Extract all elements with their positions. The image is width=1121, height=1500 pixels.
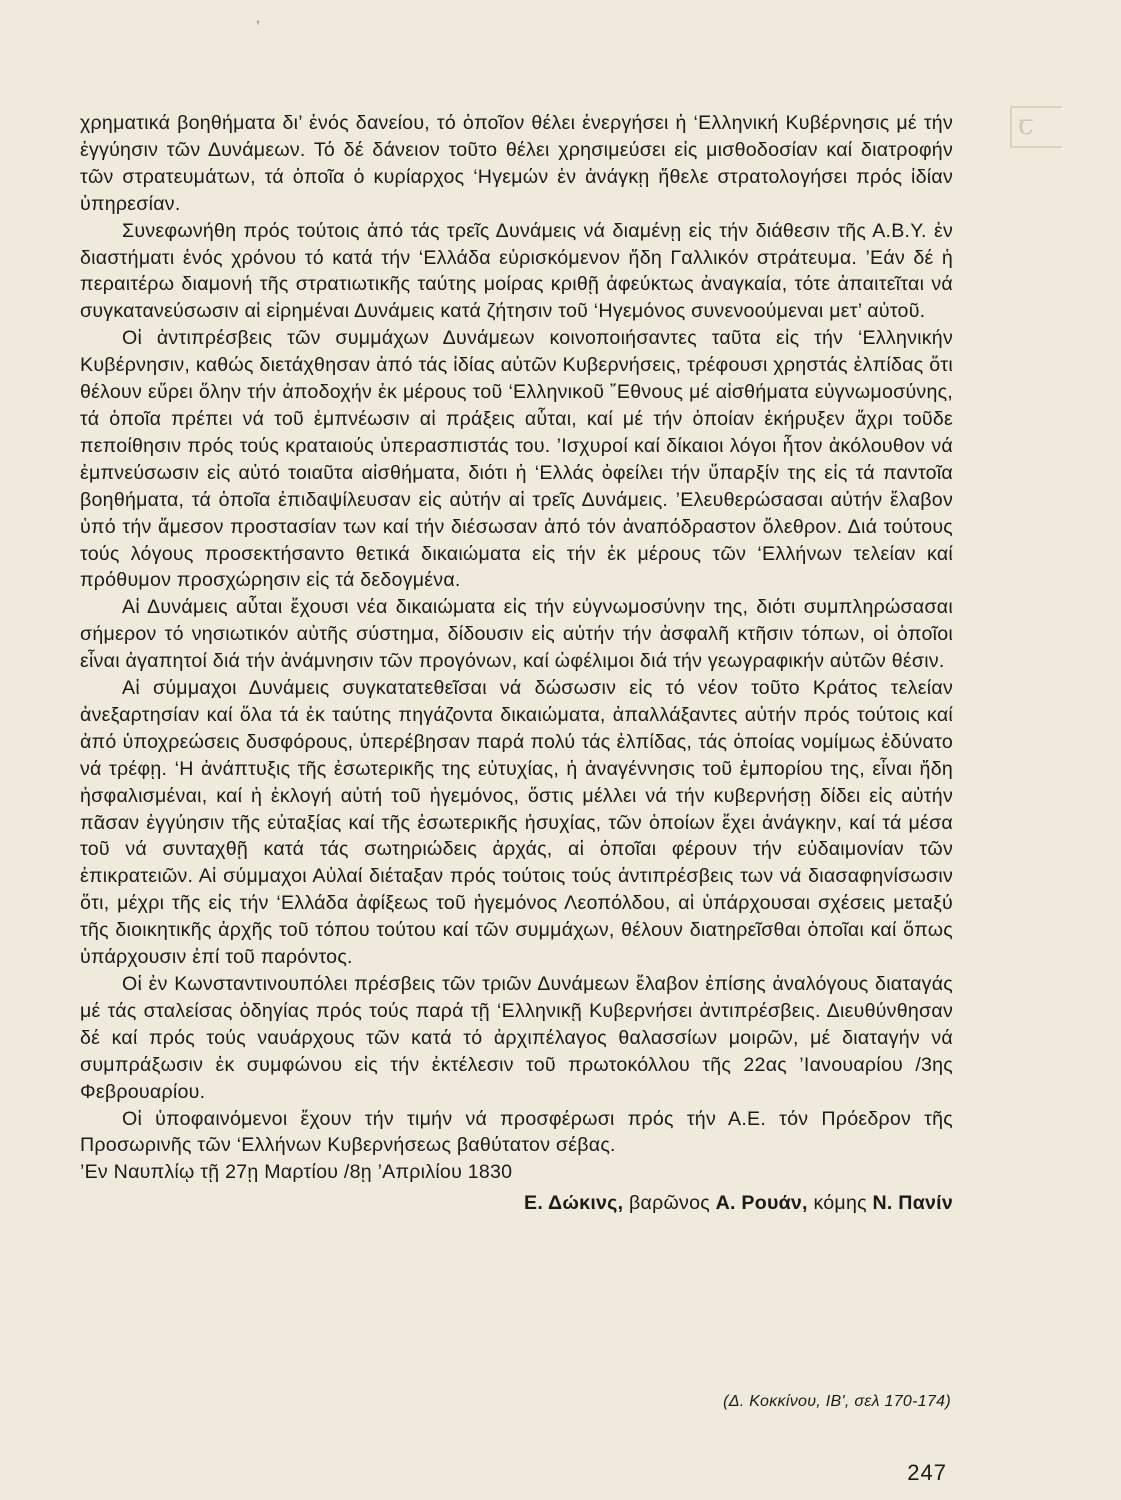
signatory-3: Ν. Πανίν: [872, 1192, 953, 1215]
signatory-1: Ε. Δώκινς,: [524, 1192, 624, 1215]
paragraph-6: Οἱ ἐν Κωνσταντινουπόλει πρέσβεις τῶν τριῶν Δυνάμεων ἔλαβον ἐπίσης ἀναλόγους διαταγάς μέ τάς σταλείσας ὁδηγίας πρός τούς παρά τῇ ‘Ελληνικῇ Κυβερνήσει ἀντιπρέσβεις. Διευθύνθησαν δέ καί πρός τούς ναυάρχους τῶν κατά τό ἀρχιπέλαγος θαλασσίων μοιρῶν, μέ διαταγήν νά συμπράξωσιν ἐκ συμφώνου εἰς τήν ἐκτέλεσιν τοῦ πρωτοκόλλου τῆς 22ας ’Ιανουαρίου /3ης Φεβρουαρίου.: [80, 973, 953, 1103]
paragraph-7: Οἱ ὑποφαινόμενοι ἔχουν τήν τιμήν νά προσφέρωσι πρός τήν Α.Ε. τόν Πρόεδρον τῆς Προσωρινῆς τῶν ‘Ελλήνων Κυβερνήσεως βαθύτατον σέβας.: [80, 1107, 953, 1157]
paragraph-1: χρηματικά βοηθήματα δι’ ἑνός δανείου, τό ὁποῖον θέλει ἐνεργήσει ἡ ‘Ελληνική Κυβέρνησις μέ τήν ἐγγύησιν τῶν Δυνάμεων. Τό δέ δάνειον τοῦτο θέλει χρησιμεύσει εἰς μισθοδοσίαν καί διατροφήν τῶν στρατευμάτων, τά ὁποῖα ὁ κυρίαρχος ‘Ηγεμών ἐν ἀνάγκῃ ἤθελε στρατολογήσει πρός ἰδίαν ὑπηρεσίαν.: [80, 112, 953, 215]
signatory-2: Α. Ρουάν,: [715, 1192, 808, 1215]
body-text: [80, 110, 953, 1217]
paragraph-5: Αἱ σύμμαχοι Δυνάμεις συγκατατεθεῖσαι νά δώσωσιν εἰς τό νέον τοῦτο Κράτος τελείαν ἀνεξαρτησίαν καί ὅλα τά ἐκ ταύτης πηγάζοντα δικαιώματα, ἀπαλλάξαντες αὐτήν πρός τούτοις καί ἀπό ὑποχρεώσεις δυσφόρους, ὑπερέβησαν παρά πολύ τάς ἐλπίδας, τάς ὁποίας νομίμως ἐδύνατο νά τρέφῃ. ‘Η ἀνάπτυξις τῆς ἐσωτερικῆς της εὐτυχίας, ἡ ἀναγέννησις τοῦ ἐμπορίου της, εἶναι ἤδη ἠσφαλισμέναι, καί ἡ ἐκλογή αὐτή τοῦ ἡγεμόνος, ὅστις μέλλει νά τήν κυβερνήσῃ δίδει εἰς αὐτήν πᾶσαν ἐγγύησιν τῆς εὐταξίας καί τῆς ἐσωτερικῆς ἡσυχίας, τῶν ὁποίων ἔχει ἀνάγκην, καί τά μέσα τοῦ νά συνταχθῇ κατά τάς σωτηριώδεις ἀρχάς, αἱ ὁποῖαι φέρουν τήν εὐδαιμονίαν τῶν ἐπικρατειῶν. Αἱ σύμμαχοι Αὐλαί διέταξαν πρός τούτοις τούς ἀντιπρέσβεις των νά διασαφηνίσωσιν ὅτι, μέχρι τῆς εἰς τήν ‘Ελλάδα ἀφίξεως τοῦ ἡγεμόνος Λεοπόλδου, αἱ ὑπάρχουσαι σχέσεις μεταξύ τῆς διοικητικῆς ἀρχῆς τοῦ τόπου τούτου καί τῶν συμμάχων, θέλουν διατηρεῖσθαι ὁποῖαι καί ὅπως ὑπάρχουσιν ἐπί τοῦ παρόντος.: [80, 677, 953, 969]
signatories: [80, 1190, 953, 1217]
signatory-2-title: βαρῶνος: [629, 1192, 710, 1215]
paragraph-4: Αἱ Δυνάμεις αὗται ἔχουσι νέα δικαιώματα εἰς τήν εὐγνωμοσύνην της, διότι συμπληρώσασαι σήμερον τό νησιωτικόν αὐτῆς σύστημα, δίδουσιν εἰς αὐτήν τήν ἀσφαλῆ κτῆσιν τόπων, οἱ ὁποῖοι εἶναι ἀγαπητοί διά τήν ἀνάμνησιν τῶν προγόνων, καί ὠφέλιμοι διά τήν γεωγραφικήν αὐτῶν θέσιν.: [80, 596, 953, 673]
page-number: 247: [907, 1460, 947, 1485]
scan-mark-icon: ῾: [253, 18, 263, 42]
signatory-3-title: κόμης: [813, 1192, 867, 1215]
date-line: ’Εν Ναυπλίῳ τῇ 27ῃ Μαρτίου /8ῃ ’Απριλίου 1830: [80, 1161, 513, 1184]
margin-tab-icon: ꞇ: [1010, 106, 1062, 148]
paragraph-3: Οἱ ἀντιπρέσβεις τῶν συμμάχων Δυνάμεων κοινοποιήσαντες ταῦτα εἰς τήν ‘Ελληνικήν Κυβέρνησιν, καθώς διετάχθησαν ἀπό τάς ἰδίας αὐτῶν Κυβερνήσεις, τρέφουσι χρηστάς ἐλπίδας ὅτι θέλουν εὕρει ὅλην τήν ἀποδοχήν ἐκ μέρους τοῦ ‘Ελληνικοῦ ῎Εθνους μέ αἰσθήματα εὐγνωμοσύνης, τά ὁποῖα πρέπει νά τοῦ ἐμπνέωσιν αἱ πράξεις αὗται, καί μέ τήν ὁποίαν ἐκήρυξεν ἄχρι τοῦδε πεποίθησιν πρός τούς κραταιούς ὑπερασπιστάς του. ’Ισχυροί καί δίκαιοι λόγοι ἦτον ἀκόλουθον νά ἐμπνεύσωσιν εἰς αὐτό τοιαῦτα αἰσθήματα, διότι ἡ ‘Ελλάς ὀφείλει τήν ὕπαρξίν της εἰς τά παντοῖα βοηθήματα, τά ὁποῖα ἐπιδαψίλευσαν εἰς αὐτήν αἱ τρεῖς Δυνάμεις. ’Ελευθερώσασαι αὐτήν ἔλαβον ὑπό τήν ἄμεσον προστασίαν των καί τήν διέσωσαν ἀπό τόν ἀναπόδραστον ὄλεθρον. Διά τούτους τούς λόγους προσεκτήσαντο θετικά δικαιώματα εἰς τήν ἐκ μέρους τῶν ‘Ελλήνων τελείαν καί πρόθυμον προσχώρησιν εἰς τά δεδογμένα.: [80, 327, 953, 592]
paragraph-2: Συνεφωνήθη πρός τούτοις ἀπό τάς τρεῖς Δυνάμεις νά διαμένῃ εἰς τήν διάθεσιν τῆς Α.Β.Υ. ἐν διαστήματι ἑνός χρόνου τό κατά τήν ‘Ελλάδα εὑρισκόμενον ἤδη Γαλλικόν στράτευμα. ’Εάν δέ ἡ περαιτέρω διαμονή τῆς στρατιωτικῆς ταύτης μοίρας κριθῇ ἀφεύκτως ἀναγκαία, τότε ἀπαιτεῖται νά συγκατανεύσωσιν αἱ εἰρημέναι Δυνάμεις κατά ζήτησιν τοῦ ‘Ηγεμόνος συνενοούμεναι μετ’ αὐτοῦ.: [80, 219, 953, 323]
source-citation: (Δ. Κοκκίνου, ΙΒ', σελ 170-174): [723, 1393, 951, 1410]
